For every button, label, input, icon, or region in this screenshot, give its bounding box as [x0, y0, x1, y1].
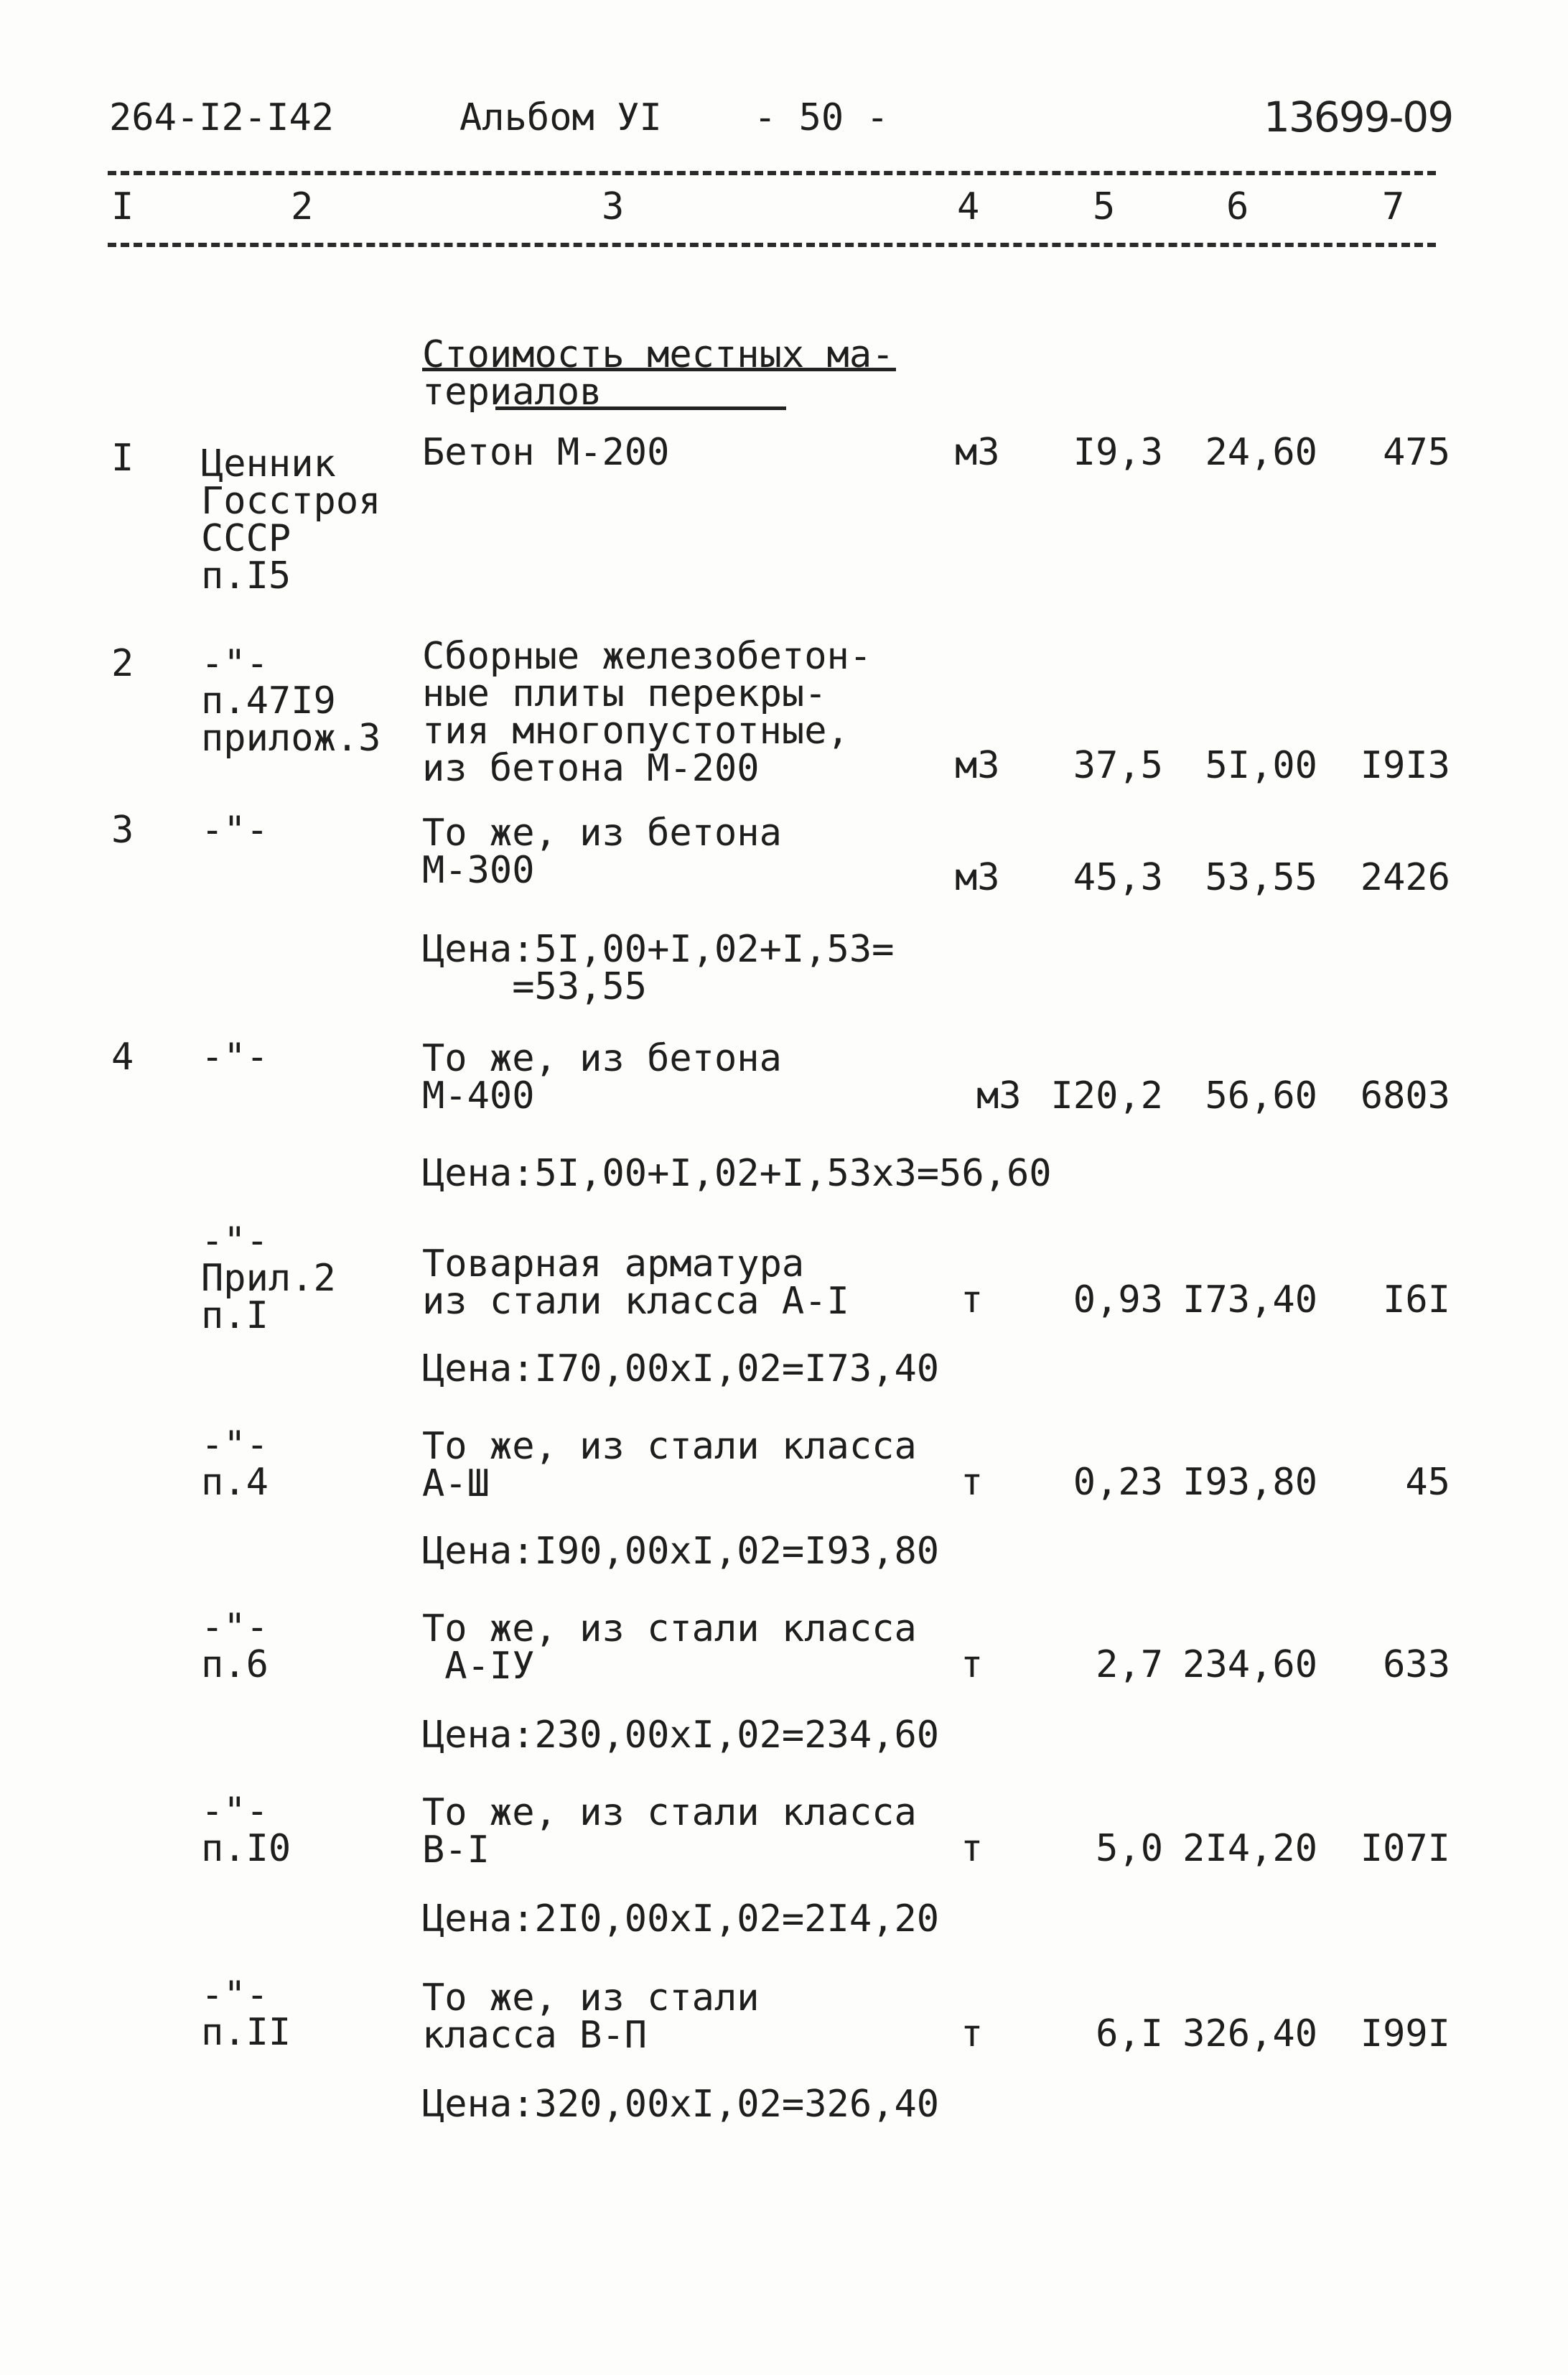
header-bottom-divider: [108, 243, 1436, 247]
row-3-price: 53,55: [1205, 856, 1317, 899]
row-8-total: I07I: [1360, 1827, 1450, 1870]
row-5-price: I73,40: [1182, 1278, 1317, 1321]
row-6-price: I93,80: [1182, 1461, 1317, 1504]
row-5-source: -"- Прил.2 п.I: [201, 1219, 336, 1337]
row-3-total: 2426: [1360, 856, 1450, 899]
row-5-quantity: 0,93: [1073, 1278, 1163, 1321]
row-9-price: 326,40: [1182, 2012, 1317, 2055]
row-3-quantity: 45,3: [1073, 856, 1163, 899]
row-4-total: 6803: [1360, 1074, 1450, 1117]
album-label: Альбом УI: [459, 96, 662, 139]
row-6-quantity: 0,23: [1073, 1461, 1163, 1504]
row-1-number: I: [111, 437, 134, 480]
document-code: 264-I2-I42: [109, 96, 335, 139]
row-4-number: 4: [111, 1036, 134, 1079]
row-4-source: -"-: [201, 1036, 269, 1079]
column-number-7: 7: [1382, 185, 1405, 228]
row-1-total: 475: [1383, 431, 1450, 474]
row-4-unit: м3: [976, 1074, 1022, 1117]
row-1-source: Ценник Госстроя СССР п.I5: [201, 442, 381, 598]
handwritten-doc-number: 13699-09: [1264, 93, 1453, 141]
row-9-source: -"- п.II: [201, 1974, 291, 2054]
row-4-price: 56,60: [1205, 1074, 1317, 1117]
row-7-unit: т: [961, 1643, 984, 1686]
section-title-underline-1: [422, 368, 896, 371]
row-7-total: 633: [1383, 1643, 1450, 1686]
row-2-unit: м3: [955, 744, 1000, 787]
row-1-name: Бетон М-200: [422, 431, 670, 474]
row-5-price-note: Цена:I70,00хI,02=I73,40: [422, 1347, 940, 1390]
row-9-unit: т: [961, 2012, 984, 2055]
section-title: Стоимость местных ма- териалов: [422, 333, 895, 414]
row-8-unit: т: [961, 1827, 984, 1870]
row-5-name: Товарная арматура из стали класса А-I: [422, 1242, 849, 1323]
row-8-price-note: Цена:2I0,00хI,02=2I4,20: [422, 1897, 940, 1941]
row-2-name: Сборные железобетон- ные плиты перекры- тия многопустотные, из бетона М-200: [422, 635, 872, 790]
header-top-divider: [108, 171, 1436, 175]
row-5-total: I6I: [1383, 1278, 1450, 1321]
column-number-2: 2: [291, 185, 314, 228]
row-3-number: 3: [111, 809, 134, 852]
row-2-quantity: 37,5: [1073, 744, 1163, 787]
column-number-1: I: [111, 185, 134, 228]
row-8-name: То же, из стали класса В-I: [422, 1791, 917, 1872]
row-1-unit: м3: [955, 431, 1000, 474]
row-6-total: 45: [1405, 1461, 1450, 1504]
row-8-source: -"- п.I0: [201, 1790, 291, 1870]
row-3-source: -"-: [201, 809, 269, 852]
row-3-name: То же, из бетона М-300: [422, 812, 782, 892]
row-4-name: То же, из бетона М-400: [422, 1037, 782, 1117]
row-7-quantity: 2,7: [1096, 1643, 1163, 1686]
column-number-6: 6: [1226, 185, 1249, 228]
row-1-quantity: I9,3: [1073, 431, 1163, 474]
row-3-price-note: Цена:5I,00+I,02+I,53= =53,55: [422, 928, 895, 1008]
column-number-3: 3: [602, 185, 625, 228]
row-2-number: 2: [111, 642, 134, 685]
row-6-price-note: Цена:I90,00хI,02=I93,80: [422, 1530, 940, 1573]
row-9-total: I99I: [1360, 2012, 1450, 2055]
row-1-price: 24,60: [1205, 431, 1317, 474]
row-9-quantity: 6,I: [1096, 2012, 1163, 2055]
row-8-quantity: 5,0: [1096, 1827, 1163, 1870]
row-3-unit: м3: [955, 856, 1000, 899]
row-8-price: 2I4,20: [1182, 1827, 1317, 1870]
row-2-source: -"- п.47I9 прилож.3: [201, 642, 381, 760]
row-9-price-note: Цена:320,00хI,02=326,40: [422, 2083, 940, 2126]
row-6-unit: т: [961, 1461, 984, 1504]
row-9-name: То же, из стали класса В-П: [422, 1976, 760, 2057]
row-5-unit: т: [961, 1278, 984, 1321]
column-number-5: 5: [1093, 185, 1116, 228]
page-number: - 50 -: [754, 96, 889, 139]
row-7-source: -"- п.6: [201, 1606, 269, 1686]
column-number-4: 4: [957, 185, 980, 228]
row-6-source: -"- п.4: [201, 1423, 269, 1504]
row-7-price-note: Цена:230,00хI,02=234,60: [422, 1714, 940, 1757]
row-2-price: 5I,00: [1205, 744, 1317, 787]
row-4-price-note: Цена:5I,00+I,02+I,53х3=56,60: [422, 1152, 1052, 1195]
section-title-underline-2: [495, 406, 786, 410]
row-4-quantity: I20,2: [1050, 1074, 1163, 1117]
row-2-total: I9I3: [1360, 744, 1450, 787]
row-6-name: То же, из стали класса А-Ш: [422, 1425, 917, 1505]
row-7-price: 234,60: [1182, 1643, 1317, 1686]
row-7-name: То же, из стали класса А-IУ: [422, 1607, 917, 1688]
